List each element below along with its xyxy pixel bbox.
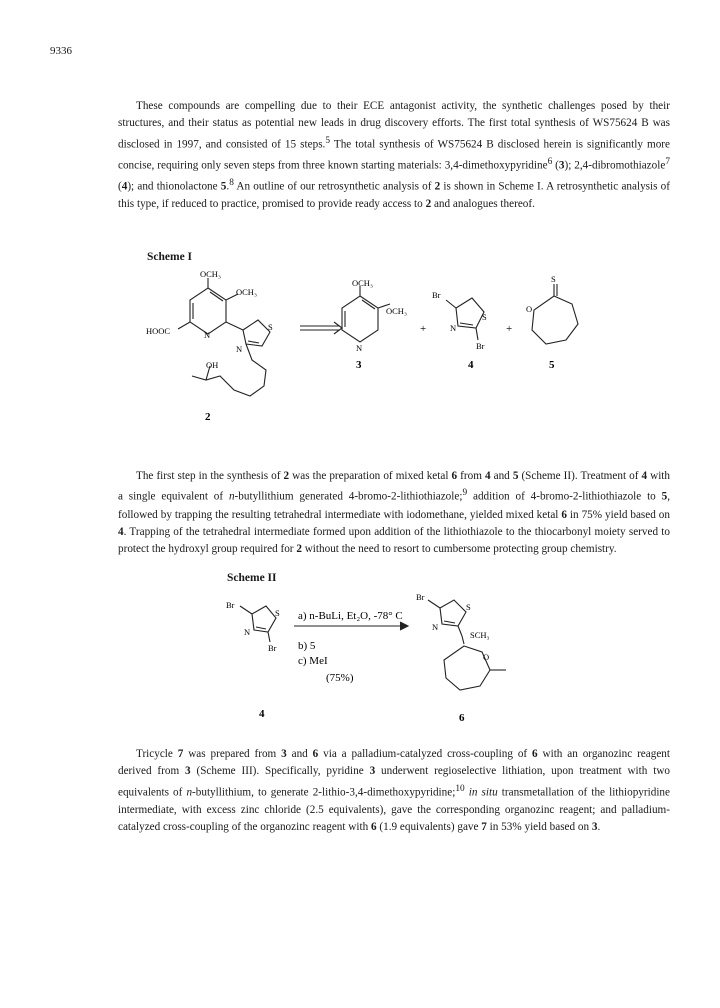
- page-number: 9336: [50, 45, 72, 57]
- scheme2-diagram: [218, 586, 518, 726]
- scheme1-title: Scheme I: [147, 251, 193, 263]
- label-n-b: N: [432, 622, 439, 632]
- compound-number-4b: 4: [259, 708, 265, 720]
- reaction-yield: (75%): [326, 672, 354, 684]
- label-n-a: N: [244, 627, 251, 637]
- label-n-pyridine-3: N: [356, 343, 363, 353]
- paragraph-step-one: The first step in the synthesis of 2 was the preparation of mixed ketal 6 from 4 and 5 (Scheme II). Treatment of 4 with a single equivalent of n-butyllithium generated 4-bromo-2-lithiothiazole;$^9$ addition of 4-bromo-2-lithiothiazole to 5, followed by trapping the resulting tetrahedral intermediate with iodomethane, yielded mixed ketal 6 in 75% yield based on 4. Trapping of the tetrahedral intermediate formed upon addition of the lithiothiazole to the thiocarbonyl moiety served to protect the hydroxyl group required for 2 without the need to resort to cumbersome protecting group chemistry.: [118, 470, 671, 556]
- label-och3-b: OCH₃: [236, 287, 257, 297]
- paragraph-tricycle: Tricycle 7 was prepared from 3 and 6 via a palladium-catalyzed cross-coupling of 6 with an organozinc reagent derived from 3 (Scheme III). Specifically, pyridine 3 underwent regioselective lithiation, upon treatment with two equivalents of n-butyllithium, to generate 2-lithio-3,4-dimethoxypyridine;$^{10}$ in situ transmetallation of the lithiopyridine intermediate, with excess zinc chloride (2.5 equivalents), gave the corresponding organozinc reagent; and palladium-catalyzed cross-coupling of the organozinc reagent with 6 (1.9 equivalents) gave 7 in 53% yield based on 3.: [118, 748, 671, 834]
- compound-number-3: 3: [356, 359, 362, 371]
- label-br-bottom: Br: [476, 341, 485, 351]
- plus-sign-2: +: [506, 323, 513, 335]
- label-s-b: S: [466, 602, 471, 612]
- label-o-lactone: O: [526, 304, 533, 314]
- paragraph-intro: These compounds are compelling due to their ECE antagonist activity, the synthetic challenges posed by their structures, and their status as potential new leads in drug discovery efforts. The first total synthesis of WS75624 B was disclosed in 1997, and consisted of 15 steps.$^5$ The total synthesis of WS75624 B disclosed herein is significantly more concise, requiring only seven steps from three known starting materials: 3,4-dimethoxypyridine$^6$ (3); 2,4-dibromothiazole$^7$ (4); and thionolactone 5.$^8$ An outline of our retrosynthetic analysis of 2 is shown in Scheme I. A retrosynthetic analysis of this type, if reduced to practice, promised to provide ready access to 2 and analogues thereof.: [118, 100, 671, 211]
- label-o-ring: O: [483, 652, 490, 662]
- label-br-top: Br: [432, 290, 441, 300]
- label-s-thione: S: [551, 274, 556, 284]
- label-n-thiazole-4: N: [450, 323, 457, 333]
- label-s-thiazole-4: S: [482, 312, 487, 322]
- reagent-c: c) MeI: [298, 655, 328, 667]
- reagent-a: a) n-BuLi, Et₂O, -78° C: [298, 610, 403, 622]
- label-s-thiazole: S: [268, 322, 273, 332]
- compound-number-4: 4: [468, 359, 474, 371]
- scheme1-diagram: [140, 268, 610, 428]
- label-br-c: Br: [416, 592, 425, 602]
- label-sch3: SCH₃: [470, 630, 490, 640]
- label-och3-d: OCH₃: [386, 306, 407, 316]
- compound-number-5: 5: [549, 359, 555, 371]
- label-oh: OH: [206, 360, 219, 370]
- scheme2-title: Scheme II: [227, 572, 277, 584]
- reagent-b: b) 5: [298, 640, 316, 652]
- label-br-b: Br: [268, 643, 277, 653]
- plus-sign-1: +: [420, 323, 427, 335]
- label-br-a: Br: [226, 600, 235, 610]
- label-s-a: S: [275, 608, 280, 618]
- label-och3-c: OCH₃: [352, 278, 373, 288]
- compound-number-2: 2: [205, 411, 211, 423]
- label-n-thiazole: N: [236, 344, 243, 354]
- label-n-pyridine: N: [204, 330, 211, 340]
- label-och3-a: OCH₃: [200, 269, 221, 279]
- label-hooc: HOOC: [146, 326, 171, 336]
- compound-number-6: 6: [459, 712, 465, 724]
